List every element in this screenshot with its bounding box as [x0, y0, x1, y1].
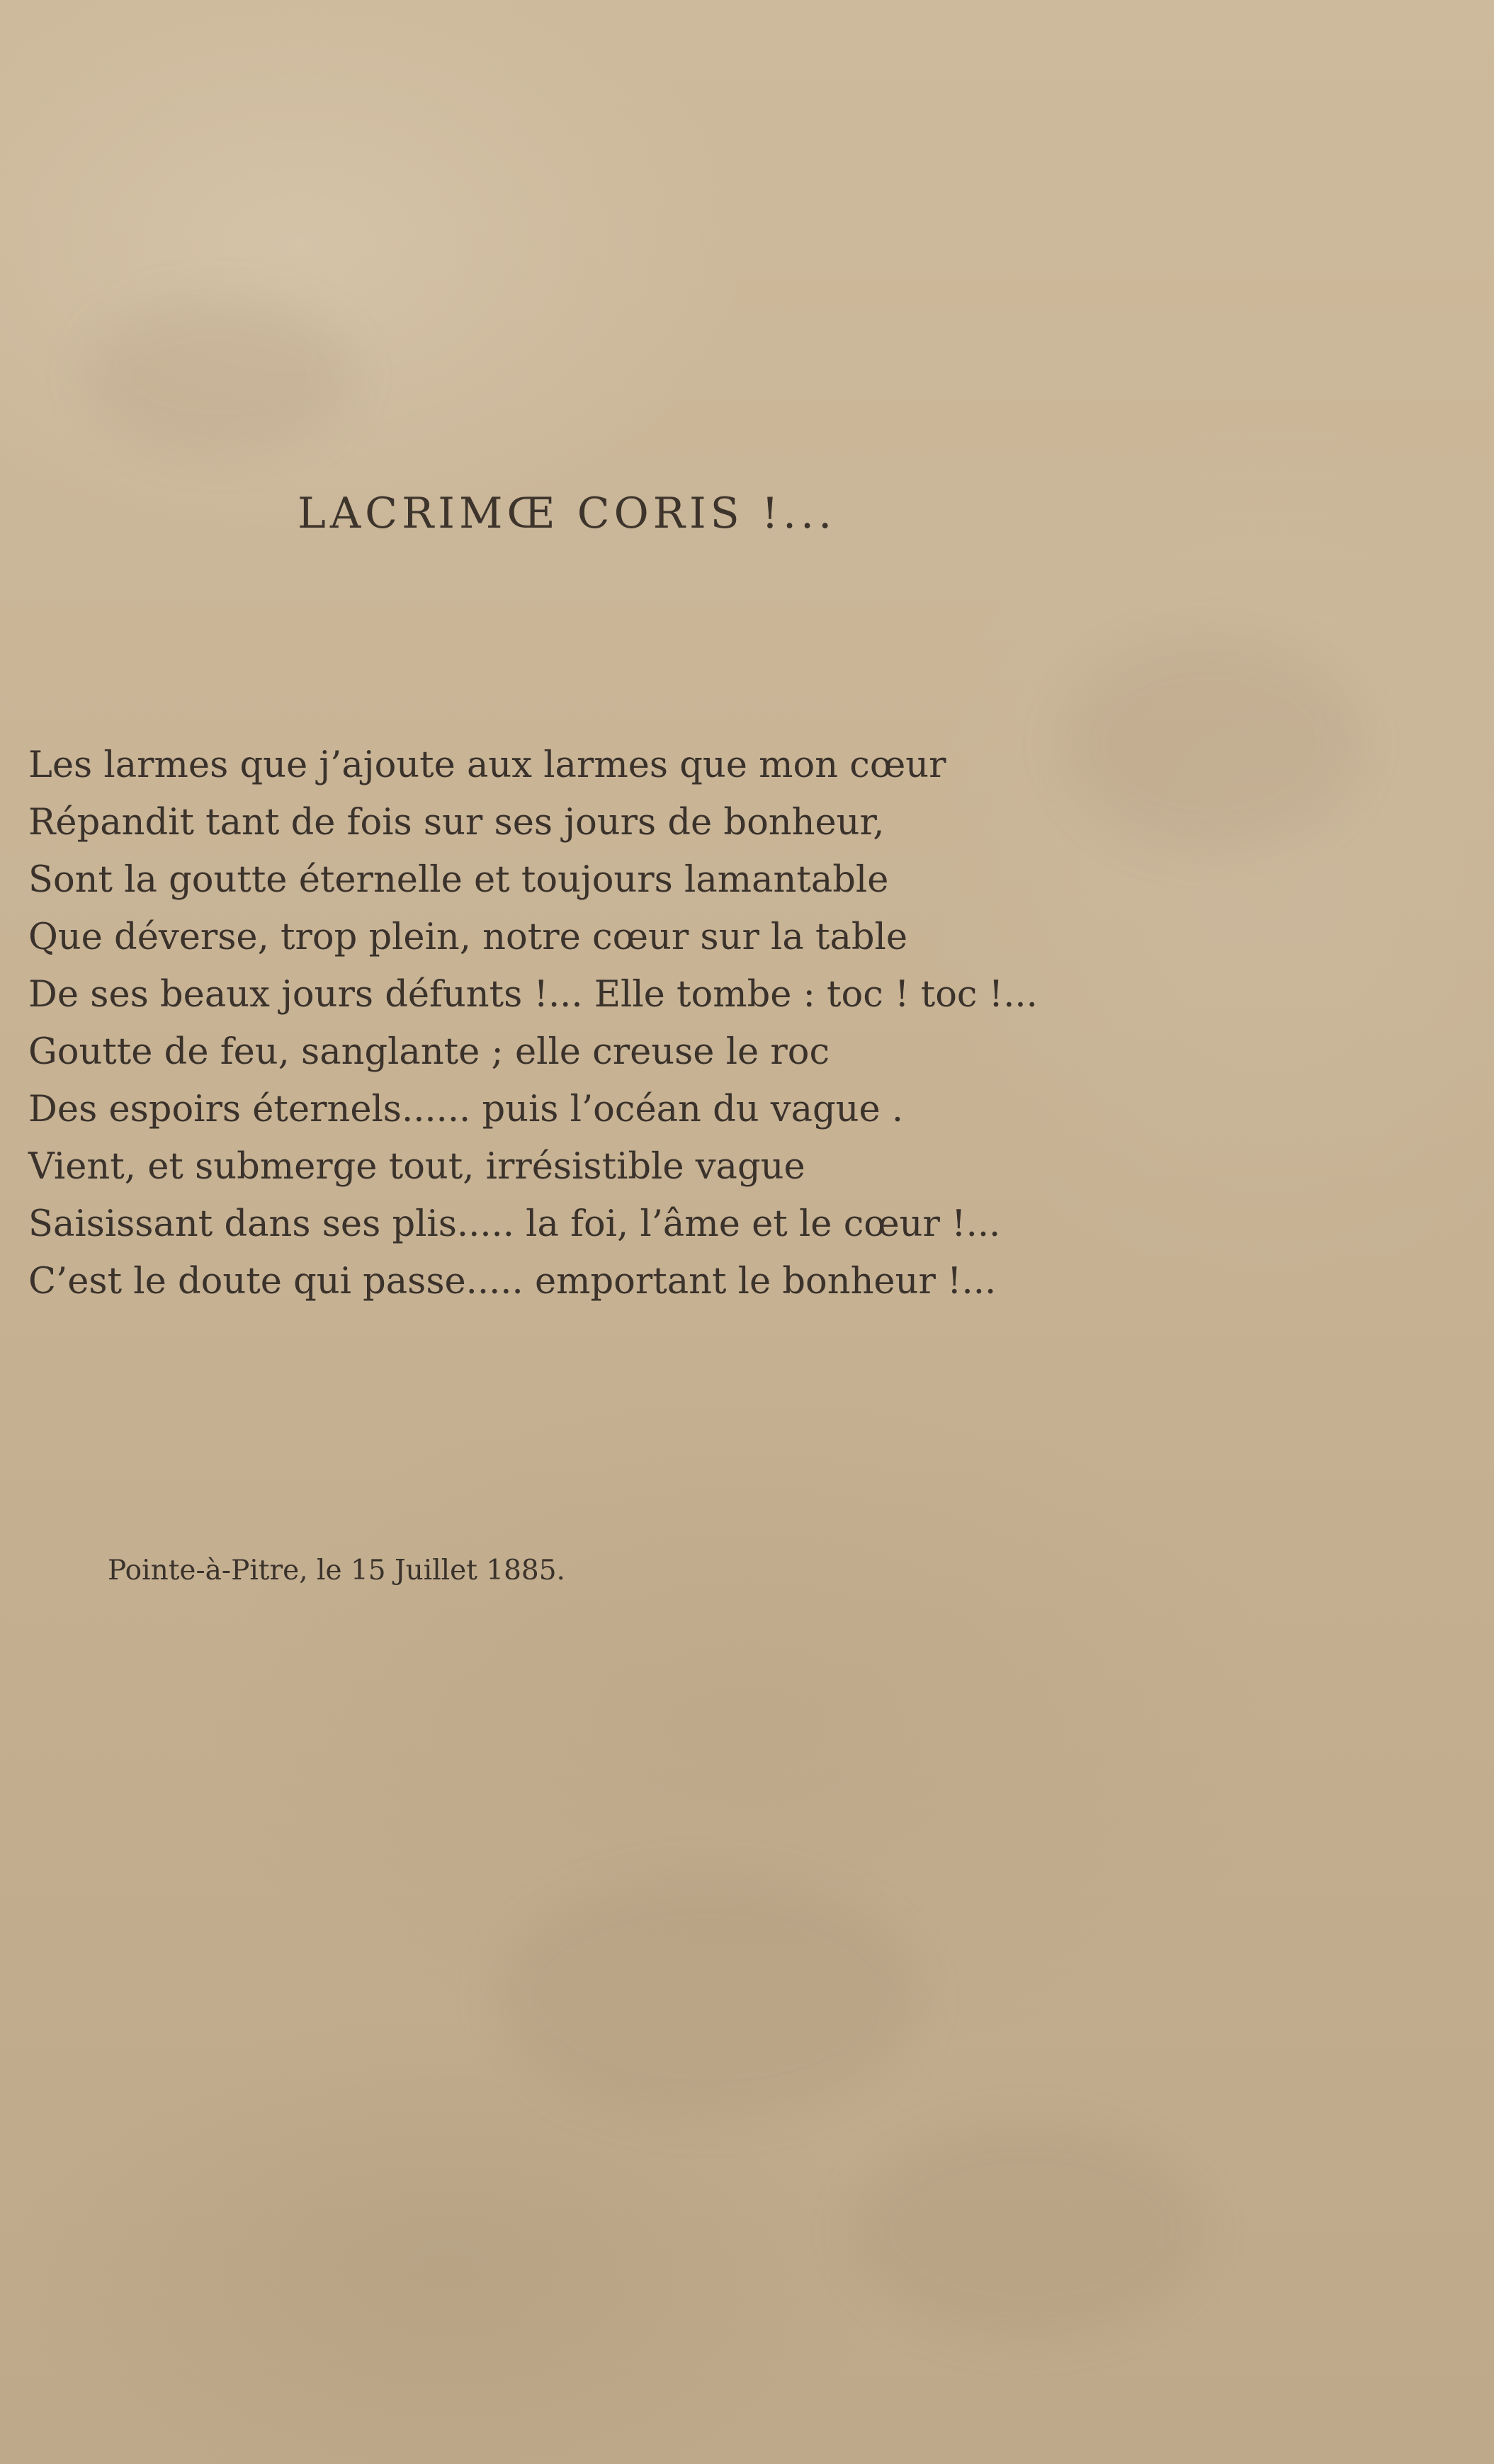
poem-line: Sont la goutte éternelle et toujours lamantable	[28, 859, 889, 901]
poem-line: Goutte de feu, sanglante ; elle creuse le roc	[28, 1031, 830, 1073]
poem-line: Répandit tant de fois sur ses jours de bonheur,	[28, 802, 885, 844]
place-date-signature: Pointe-à-Pitre, le 15 Juillet 1885.	[108, 1555, 565, 1586]
poem-title: LACRIMŒ CORIS !...	[298, 489, 837, 538]
paper-stain	[850, 2125, 1204, 2337]
poem-line: Des espoirs éternels...... puis l’océan du vague .	[28, 1089, 904, 1130]
poem-line: De ses beaux jours défunts !... Elle tombe : toc ! toc !...	[28, 974, 1038, 1016]
poem-line: Vient, et submerge tout, irrésistible vague	[28, 1146, 805, 1188]
paper-stain	[496, 1877, 921, 2118]
paper-stain	[85, 297, 354, 453]
poem-body	[28, 737, 1038, 1310]
poem-line: Que déverse, trop plein, notre cœur sur la table	[28, 916, 908, 958]
poem-line: Les larmes que j’ajoute aux larmes que mon cœur	[28, 744, 946, 786]
poem-line: Saisissant dans ses plis..... la foi, l’âme et le cœur !...	[28, 1203, 1001, 1245]
paper-stain	[1063, 637, 1360, 850]
poem-line: C’est le doute qui passe..... emportant le bonheur !...	[28, 1261, 997, 1302]
